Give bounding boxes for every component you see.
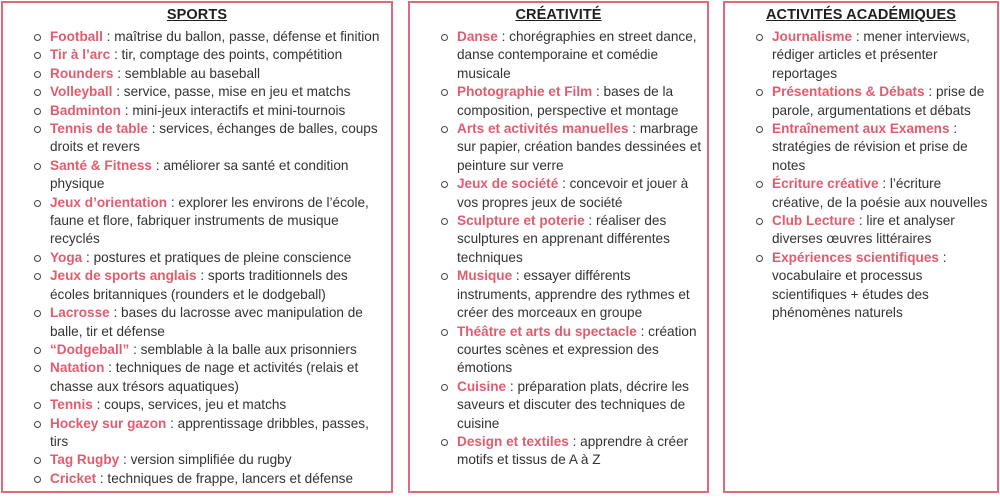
list-item <box>50 28 389 46</box>
list-item <box>50 304 389 341</box>
item-desc: : sports traditionnels des écoles britanniques (rounders et le dodgeball) <box>50 268 348 302</box>
item-desc: : essayer différents instruments, apprendre des rythmes et créer des morceaux en groupe <box>457 268 690 321</box>
item-name: Jeux de sports anglais <box>50 268 197 284</box>
list-item <box>50 157 389 194</box>
item-name: Présentations & Débats <box>772 84 925 100</box>
list-item <box>50 359 389 396</box>
list-item <box>772 120 995 175</box>
item-desc: : lire et analyser diverses œuvres littéraires <box>772 213 955 247</box>
item-desc: : postures et pratiques de pleine conscience <box>82 249 352 265</box>
item-name: Yoga <box>50 249 83 265</box>
item-name: Écriture créative <box>772 176 879 192</box>
item-name: Hockey sur gazon <box>50 415 167 431</box>
item-desc: : coups, services, jeu et matchs <box>92 397 287 413</box>
item-desc: : bases du lacrosse avec manipulation de balle, tir et défense <box>50 305 363 339</box>
item-name: Volleyball <box>50 84 113 100</box>
list-item <box>772 28 995 83</box>
creativity-list <box>410 28 707 470</box>
item-desc: : techniques de frappe, lancers et défense <box>96 470 354 486</box>
item-name: “Dodgeball” <box>50 341 130 357</box>
list-item <box>457 175 705 212</box>
item-desc: : l’écriture créative, de la poésie aux nouvelles <box>772 176 988 210</box>
item-desc: : service, passe, mise en jeu et matchs <box>112 84 351 100</box>
list-item <box>50 194 389 249</box>
item-desc: : vocabulaire et processus scientifiques + études des phénomènes naturels <box>772 249 947 321</box>
list-item <box>772 249 995 323</box>
item-name: Musique <box>457 268 513 284</box>
item-name: Entraînement aux Examens <box>772 121 950 137</box>
list-item <box>50 451 389 469</box>
item-desc: : mini-jeux interactifs et mini-tournois <box>120 102 346 118</box>
list-item <box>772 212 995 249</box>
item-desc: : stratégies de révision et prise de notes <box>772 121 968 173</box>
item-desc: : préparation plats, décrire les saveurs et discuter des techniques de cuisine <box>457 378 689 431</box>
item-desc: : apprendre à créer motifs et tissus de A à Z <box>457 433 689 468</box>
item-desc: : apprentissage dribbles, passes, tirs <box>50 415 369 449</box>
item-desc: : maîtrise du ballon, passe, défense et finition <box>102 29 380 44</box>
item-name: Badminton <box>50 102 121 118</box>
item-name: Rounders <box>50 65 114 81</box>
item-desc: : améliorer sa santé et condition physique <box>50 157 349 192</box>
item-desc: : prise de parole, argumentations et débats <box>772 84 985 118</box>
list-item <box>457 433 705 470</box>
item-desc: : chorégraphies en street dance, danse contemporaine et comédie musicale <box>457 29 697 81</box>
item-name: Jeux d’orientation <box>50 194 168 210</box>
list-item <box>50 102 389 120</box>
item-name: Tennis de table <box>50 121 148 137</box>
academic-list <box>725 28 997 323</box>
item-desc: : version simplifiée du rugby <box>119 452 292 468</box>
list-item <box>457 212 705 267</box>
item-name: Tir à l’arc <box>50 47 111 63</box>
item-desc: : tir, comptage des points, compétition <box>110 47 343 63</box>
item-desc: : bases de la composition, perspective et montage <box>457 84 679 118</box>
item-desc: : réaliser des sculptures en apprenant différentes techniques <box>457 213 670 265</box>
academic-panel <box>723 1 999 493</box>
list-item <box>772 83 995 120</box>
item-name: Lacrosse <box>50 305 110 321</box>
sports-list <box>3 28 391 488</box>
item-name: Expériences scientifiques <box>772 249 939 265</box>
item-name: Tag Rugby <box>50 452 120 468</box>
list-item <box>457 120 705 175</box>
item-desc: : mener interviews, rédiger articles et présenter reportages <box>772 29 970 81</box>
sports-panel <box>1 1 393 493</box>
item-desc: : semblable au baseball <box>113 65 261 81</box>
item-desc: : concevoir et jouer à vos propres jeux de société <box>457 176 689 210</box>
list-item <box>457 378 705 433</box>
sports-title: SPORTS <box>166 7 228 23</box>
item-name: Théâtre et arts du spectacle <box>457 323 637 339</box>
item-name: Design et textiles <box>457 433 569 449</box>
list-item <box>50 396 389 414</box>
list-item <box>457 83 705 120</box>
list-item <box>50 267 389 304</box>
item-name: Photographie et Film <box>457 84 593 100</box>
item-name: Club Lecture <box>772 213 856 229</box>
item-desc: : explorer les environs de l’école, faune et flore, fabriquer instruments de musique recyclés <box>50 194 369 247</box>
item-desc: : création courtes scènes et expression des émotions <box>457 323 697 376</box>
item-name: Journalisme <box>772 29 853 44</box>
list-item <box>50 46 389 64</box>
item-name: Santé & Fitness <box>50 157 152 173</box>
creativity-panel <box>408 1 709 493</box>
list-item <box>457 323 705 378</box>
item-name: Natation <box>50 360 105 376</box>
item-name: Cricket <box>50 470 97 486</box>
list-item <box>50 470 389 488</box>
item-desc: : marbrage sur papier, création bandes dessinées et peinture sur verre <box>457 121 702 173</box>
list-item <box>50 83 389 101</box>
academic-title: ACTIVITÉS ACADÉMIQUES <box>765 7 957 23</box>
item-name: Cuisine <box>457 378 507 394</box>
creativity-title: CRÉATIVITÉ <box>515 7 602 23</box>
item-name: Tennis <box>50 397 93 413</box>
item-desc: : services, échanges de balles, coups droits et revers <box>50 121 378 155</box>
item-desc: : techniques de nage et activités (relais et chasse aux trésors aquatiques) <box>50 360 359 394</box>
item-name: Football <box>50 29 103 44</box>
list-item <box>772 175 995 212</box>
list-item <box>50 65 389 83</box>
list-item <box>50 415 389 452</box>
item-name: Danse <box>457 29 498 44</box>
list-item <box>457 28 705 83</box>
item-name: Arts et activités manuelles <box>457 121 629 137</box>
item-name: Sculpture et poterie <box>457 213 585 229</box>
list-item <box>50 249 389 267</box>
list-item <box>457 267 705 322</box>
list-item <box>50 120 389 157</box>
list-item <box>50 341 389 359</box>
item-desc: : semblable à la balle aux prisonniers <box>129 341 357 357</box>
item-name: Jeux de société <box>457 176 559 192</box>
